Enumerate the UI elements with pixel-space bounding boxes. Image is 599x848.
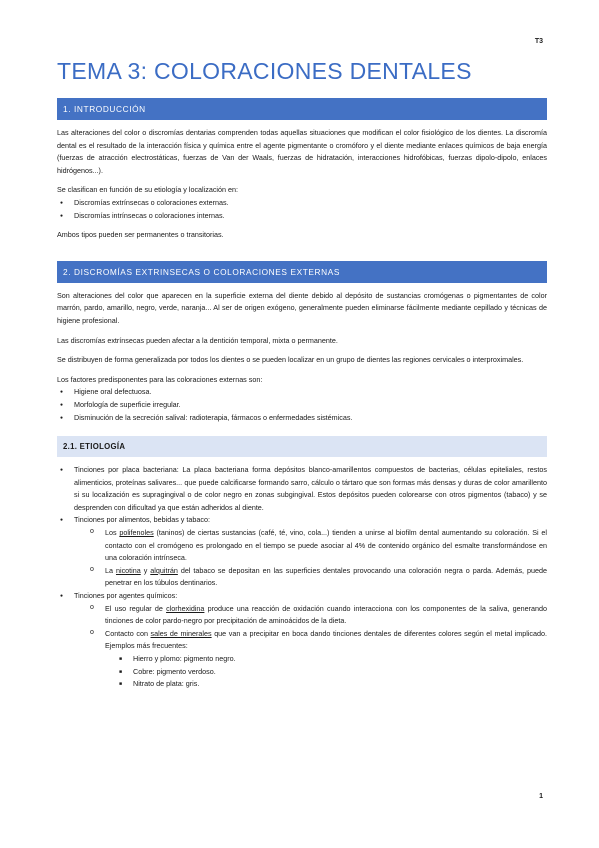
subsection-heading-etiologia: 2.1. ETIOLOGÍA (57, 436, 547, 457)
paragraph: Las discromías extrínsecas pueden afectar a la dentición temporal, mixta o permanente. (57, 335, 338, 345)
underlined-term: sales de minerales (150, 628, 212, 638)
section-heading-introduccion: 1. INTRODUCCIÓN (57, 98, 547, 120)
bullet-list (57, 386, 547, 424)
list-item: ■ Hierro y plomo: pigmento negro. (57, 653, 547, 666)
underlined-term: alquitrán (150, 565, 178, 575)
list-item: ● Discromías intrínsecas o coloraciones internas. (57, 210, 547, 223)
bullet-list (57, 464, 547, 691)
page-title: TEMA 3: COLORACIONES DENTALES (57, 58, 472, 84)
page-tag: T3 (534, 38, 543, 45)
list-item: ■ Nitrato de plata: gris. (57, 678, 547, 691)
list-item: ● Morfología de superficie irregular. (57, 399, 547, 412)
paragraph: Las alteraciones del color o discromías dentarias comprenden todas aquellas situaciones que modifican el color fisiológico de los dientes. La discromía dental es el resultado de la interacción física y química entre el agente pigmentante o cromóforo y el diente mediante enlaces químicos de baja energía (fuerzas de atracción electrostáticas, fuerzas de Van der Waals, fuerzas de hidratación, interacciones hidrofóbicas, fuerzas dipolo-dipolo, enlaces hidrógenos...). (57, 128, 547, 175)
section-heading-discromias-extrinsecas: 2. DISCROMÍAS EXTRINSECAS O COLORACIONES EXTERNAS (57, 261, 547, 283)
list-item: ● Discromías extrínsecas o coloraciones externas. (57, 197, 547, 210)
paragraph: Ambos tipos pueden ser permanentes o transitorias. (57, 230, 224, 240)
list-item: ● Disminución de la secreción salival: radioterapia, fármacos o enfermedades sistémicas. (57, 412, 547, 425)
list-item: o Contacto con sales de minerales que van a precipitar en boca dando tinciones dentales de diferentes colores según el metal implicado. Ejemplos más frecuentes: (57, 628, 547, 653)
bullet-list (57, 197, 547, 222)
page-number: 1 (539, 793, 543, 800)
list-item: ● Higiene oral defectuosa. (57, 386, 547, 399)
underlined-term: clorhexidina (166, 603, 205, 613)
underlined-term: polifenoles (119, 528, 154, 538)
paragraph: Se clasifican en función de su etiología y localización en: (57, 185, 238, 195)
paragraph: Son alteraciones del color que aparecen en la superficie externa del diente debido al depósito de sustancias cromógenas o pigmentantes de color marrón, pardo, amarillo, negro, verde, naranja... Al ser de origen exógeno, generalmente pueden eliminarse fácilmente mediante cepillado y técnicas de higiene profesional. (57, 290, 547, 325)
list-item: ■ Cobre: pigmento verdoso. (57, 666, 547, 679)
paragraph: Se distribuyen de forma generalizada por todos los dientes o se pueden localizar en un grupo de dientes las regiones cervicales o interproximales. (57, 355, 524, 365)
list-item: o El uso regular de clorhexidina produce una reacción de oxidación cuando interacciona con los componentes de la saliva, generando tinciones de color pardo-negro por precipitación de aminoácidos de la dieta. (57, 603, 547, 628)
list-item: o La nicotina y alquitrán del tabaco se depositan en las superficies dentales provocando una coloración negra o parda. Además, puede penetrar en los túbulos dentinarios. (57, 565, 547, 590)
underlined-term: nicotina (115, 565, 141, 575)
list-item: ● Tinciones por alimentos, bebidas y tabaco: (57, 514, 547, 527)
list-item: ● Tinciones por agentes químicos: (57, 590, 547, 603)
paragraph: Los factores predisponentes para las coloraciones externas son: (57, 374, 263, 384)
list-item: ● Tinciones por placa bacteriana: La placa bacteriana forma depósitos blanco-amarillentos compuestos de bacterias, células epiteliales, restos alimenticios, proteínas salivares... que puede calcificarse formando sarro, cálculo o tártaro que son formas más densas y duras de color amarillento si su localización es supragingival o de color negro en zonas subgingival. Estos depósitos pueden colorearse con otros pigmentos (tabaco) y se desprenden con dificultad ya que están adheridos al diente. (57, 464, 547, 514)
list-item: o Los polifenoles (taninos) de ciertas sustancias (café, té, vino, cola...) tienden a unirse al biofilm dental aumentando su coloración. Si el contacto con el cromógeno es prolongado en el tiempo se puede asociar al 4% de contenido orgánico del esmalte transformándose en una coloración intrínseca. (57, 527, 547, 565)
document-body (57, 98, 547, 691)
